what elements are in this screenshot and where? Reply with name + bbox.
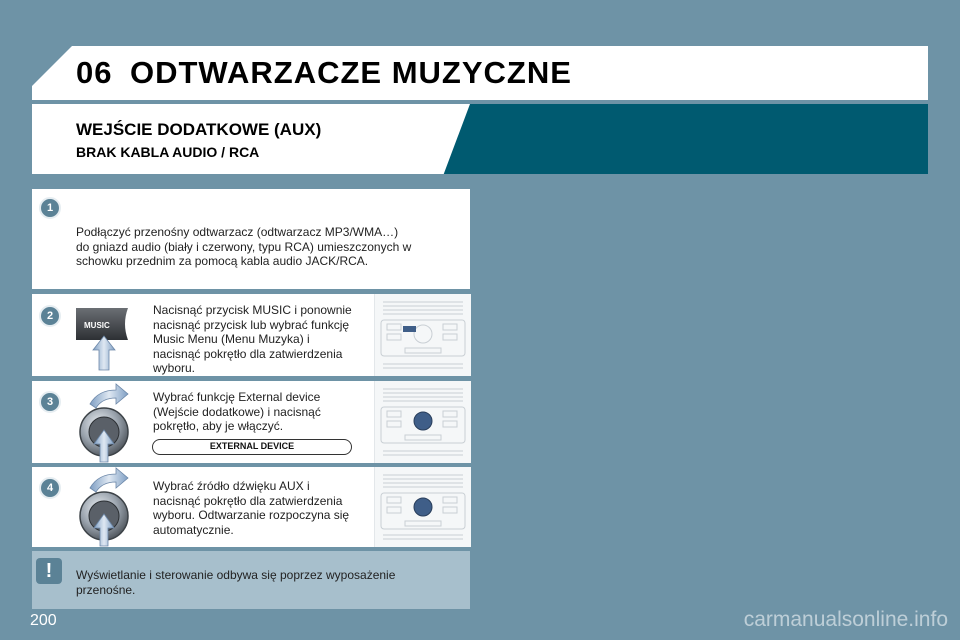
step-2-radio-thumb: [374, 294, 471, 376]
note-text: Wyświetlanie i sterowanie odbywa się poprzez wyposażenie przenośne.: [76, 568, 396, 597]
step-2-text: Nacisnąć przycisk MUSIC i ponownie nacisnąć przycisk lub wybrać funkcję Music Menu (Menu Muzyka) i nacisnąć pokrętło dla zatwierdzenia wyboru.: [153, 303, 352, 375]
press-arrow-icon: [93, 336, 115, 370]
step-2-badge: 2: [39, 305, 61, 327]
external-device-display: EXTERNAL DEVICE: [152, 439, 352, 455]
music-button-icon: [74, 300, 134, 372]
step-3-badge: 3: [39, 391, 61, 413]
step-3-text: Wybrać funkcję External device (Wejście dodatkowe) i nacisnąć pokrętło, aby je włączyć.: [153, 390, 321, 433]
step-4-text: Wybrać źródło dźwięku AUX i nacisnąć pokrętło dla zatwierdzenia wyboru. Odtwarzanie rozpoczyna się automatycznie.: [153, 479, 350, 537]
rotate-arrow-icon: [90, 384, 128, 408]
chapter-number: 06: [76, 55, 113, 90]
chapter-title: ODTWARZACZE MUZYCZNE: [130, 55, 572, 90]
radio-panel-icon: [375, 467, 471, 547]
step-4-radio-thumb: [374, 467, 471, 547]
radio-panel-icon: [375, 294, 471, 376]
rotary-knob-icon: [72, 466, 144, 548]
warning-icon: !: [36, 558, 62, 584]
rotate-arrow-icon: [90, 468, 128, 492]
step-4-badge: 4: [39, 477, 61, 499]
radio-panel-icon: [375, 381, 471, 463]
page-number: 200: [30, 612, 57, 629]
music-button-label: MUSIC: [84, 321, 110, 330]
step-1-text: Podłączyć przenośny odtwarzacz (odtwarzacz MP3/WMA…) do gniazd audio (biały i czerwony, typu RCA) umieszczonych w schowku przednim za pomocą kabla audio JACK/RCA.: [76, 225, 412, 268]
section-title: WEJŚCIE DODATKOWE (AUX): [76, 120, 322, 139]
watermark: carmanualsonline.info: [743, 608, 948, 631]
rotary-knob-icon: [72, 382, 144, 464]
step-3-radio-thumb: [374, 381, 471, 463]
step-1-badge: 1: [39, 197, 61, 219]
section-subtitle: BRAK KABLA AUDIO / RCA: [76, 144, 260, 160]
